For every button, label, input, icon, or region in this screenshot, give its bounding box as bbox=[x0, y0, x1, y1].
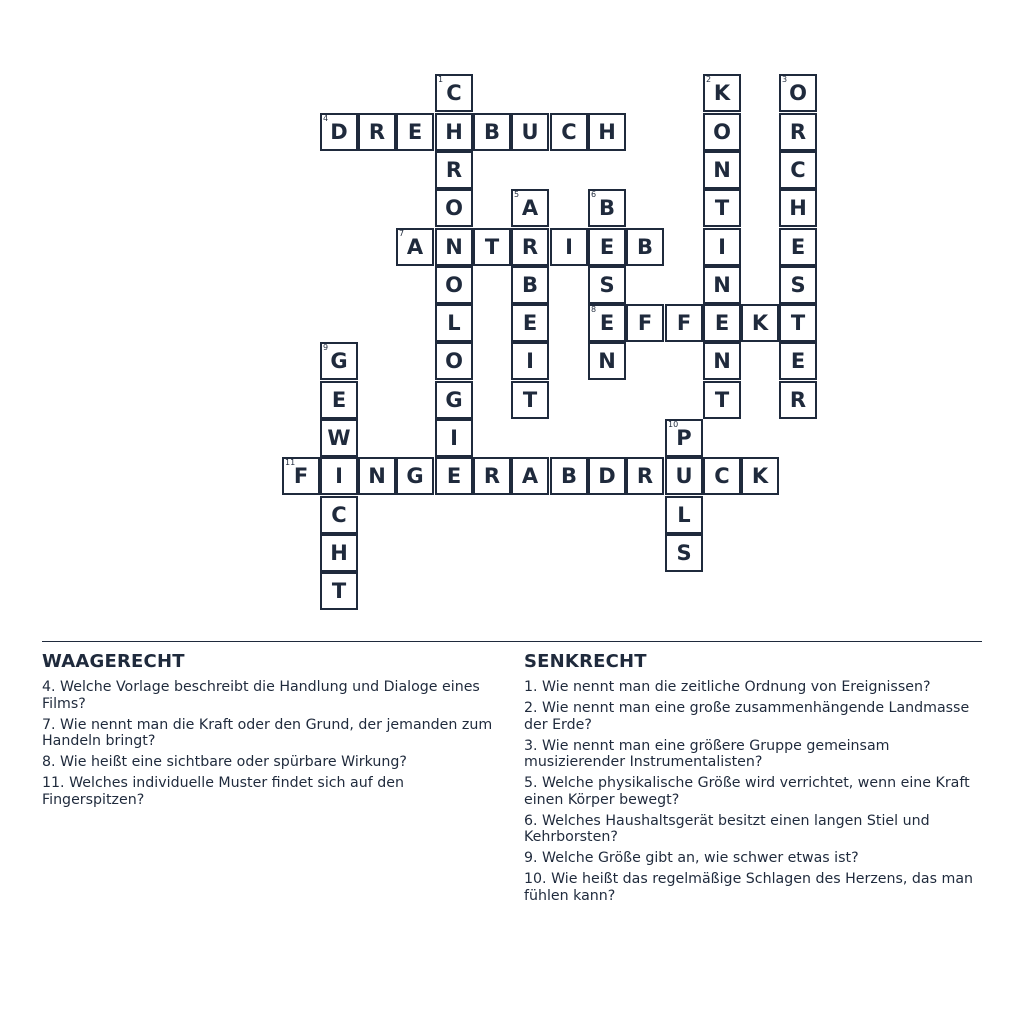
grid-cell[interactable] bbox=[779, 304, 817, 342]
cell-letter: H bbox=[445, 120, 463, 144]
grid-cell[interactable] bbox=[665, 419, 703, 457]
cell-letter: W bbox=[327, 426, 351, 450]
grid-cell[interactable] bbox=[779, 228, 817, 266]
cell-letter: C bbox=[561, 120, 577, 144]
clue-number: 7 bbox=[399, 229, 405, 238]
grid-cell[interactable] bbox=[703, 266, 741, 304]
grid-cell[interactable] bbox=[282, 457, 320, 495]
cell-letter: T bbox=[522, 388, 538, 412]
cell-letter: E bbox=[790, 349, 806, 373]
cell-letter: R bbox=[521, 235, 539, 259]
grid-cell[interactable] bbox=[588, 266, 626, 304]
grid-cell[interactable] bbox=[396, 113, 434, 151]
grid-cell[interactable] bbox=[511, 304, 549, 342]
cell-letter: N bbox=[445, 235, 463, 259]
cell-letter: T bbox=[790, 311, 806, 335]
grid-cell[interactable] bbox=[473, 228, 511, 266]
grid-cell[interactable] bbox=[435, 457, 473, 495]
grid-cell[interactable] bbox=[779, 189, 817, 227]
cell-letter: R bbox=[789, 388, 807, 412]
cell-letter: P bbox=[676, 426, 692, 450]
clue-across-8: 8. Wie heißt eine sichtbare oder spürbare Wirkung? bbox=[42, 754, 407, 770]
cell-letter: N bbox=[713, 158, 731, 182]
grid-cell[interactable] bbox=[320, 572, 358, 610]
cell-letter: C bbox=[446, 81, 462, 105]
grid-cell[interactable] bbox=[511, 228, 549, 266]
cell-letter: N bbox=[598, 349, 616, 373]
cell-letter: B bbox=[598, 196, 615, 220]
grid-cell[interactable] bbox=[588, 342, 626, 380]
grid-cell[interactable] bbox=[435, 342, 473, 380]
grid-cell[interactable] bbox=[550, 113, 588, 151]
grid-cell[interactable] bbox=[779, 342, 817, 380]
grid-cell[interactable] bbox=[779, 381, 817, 419]
grid-cell[interactable] bbox=[703, 457, 741, 495]
cell-letter: K bbox=[713, 81, 731, 105]
grid-cell[interactable] bbox=[665, 534, 703, 572]
grid-cell[interactable] bbox=[473, 457, 511, 495]
cell-letter: A bbox=[521, 196, 539, 220]
cell-letter: O bbox=[445, 196, 463, 220]
grid-cell[interactable] bbox=[588, 113, 626, 151]
cell-letter: S bbox=[599, 273, 615, 297]
grid-cell[interactable] bbox=[588, 189, 626, 227]
clue-across-11: 11. Welches individuelle Muster findet sich auf den Fingerspitzen? bbox=[42, 775, 404, 808]
grid-cell[interactable] bbox=[741, 457, 779, 495]
grid-cell[interactable] bbox=[703, 151, 741, 189]
cell-letter: D bbox=[330, 120, 348, 144]
cell-letter: R bbox=[368, 120, 386, 144]
grid-cell[interactable] bbox=[511, 189, 549, 227]
cell-letter: I bbox=[335, 464, 343, 488]
grid-cell[interactable] bbox=[779, 113, 817, 151]
cell-letter: K bbox=[751, 311, 769, 335]
grid-cell[interactable] bbox=[626, 304, 664, 342]
grid-cell[interactable] bbox=[550, 457, 588, 495]
across-title: WAAGERECHT bbox=[42, 651, 185, 672]
grid-cell[interactable] bbox=[665, 457, 703, 495]
cell-letter: T bbox=[484, 235, 500, 259]
grid-cell[interactable] bbox=[511, 113, 549, 151]
cell-letter: N bbox=[713, 273, 731, 297]
grid-cell[interactable] bbox=[320, 534, 358, 572]
grid-cell[interactable] bbox=[626, 228, 664, 266]
clue-number: 2 bbox=[706, 75, 712, 84]
cell-letter: B bbox=[483, 120, 500, 144]
cell-letter: H bbox=[789, 196, 807, 220]
clue-down-1: 1. Wie nennt man die zeitliche Ordnung von Ereignissen? bbox=[524, 679, 931, 695]
clue-number: 1 bbox=[438, 75, 444, 84]
cell-letter: H bbox=[330, 541, 348, 565]
cell-letter: C bbox=[331, 503, 347, 527]
cell-letter: F bbox=[637, 311, 653, 335]
grid-cell[interactable] bbox=[320, 381, 358, 419]
cell-letter: B bbox=[521, 273, 538, 297]
cell-letter: E bbox=[599, 311, 615, 335]
cell-letter: B bbox=[560, 464, 577, 488]
grid-cell[interactable] bbox=[435, 151, 473, 189]
clue-number: 8 bbox=[591, 305, 597, 314]
grid-cell[interactable] bbox=[703, 342, 741, 380]
grid-cell[interactable] bbox=[703, 113, 741, 151]
grid-cell[interactable] bbox=[320, 342, 358, 380]
grid-cell[interactable] bbox=[588, 304, 626, 342]
across-clues bbox=[42, 651, 502, 813]
cell-letter: I bbox=[526, 349, 534, 373]
cell-letter: E bbox=[790, 235, 806, 259]
clue-across-4: 4. Welche Vorlage beschreibt die Handlung und Dialoge eines Films? bbox=[42, 679, 480, 712]
cell-letter: A bbox=[521, 464, 539, 488]
grid-cell[interactable] bbox=[396, 228, 434, 266]
cell-letter: F bbox=[676, 311, 692, 335]
clue-down-3: 3. Wie nennt man eine größere Gruppe gemeinsam musizierender Instrumentalisten? bbox=[524, 737, 890, 770]
cell-letter: U bbox=[521, 120, 539, 144]
cell-letter: L bbox=[447, 311, 461, 335]
grid-cell[interactable] bbox=[779, 74, 817, 112]
cell-letter: K bbox=[751, 464, 769, 488]
grid-cell[interactable] bbox=[741, 304, 779, 342]
clue-across-7: 7. Wie nennt man die Kraft oder den Grund, der jemanden zum Handeln bringt? bbox=[42, 716, 493, 749]
grid-cell[interactable] bbox=[665, 304, 703, 342]
grid-cell[interactable] bbox=[435, 228, 473, 266]
cell-letter: O bbox=[445, 349, 463, 373]
cell-letter: R bbox=[445, 158, 463, 182]
grid-cell[interactable] bbox=[511, 381, 549, 419]
grid-cell[interactable] bbox=[588, 228, 626, 266]
grid-cell[interactable] bbox=[511, 457, 549, 495]
grid-cell[interactable] bbox=[435, 381, 473, 419]
down-title: SENKRECHT bbox=[524, 651, 647, 672]
clue-down-5: 5. Welche physikalische Größe wird verrichtet, wenn eine Kraft einen Körper bewegt? bbox=[524, 775, 970, 808]
clue-number: 9 bbox=[323, 343, 329, 352]
cell-letter: S bbox=[676, 541, 692, 565]
cell-letter: I bbox=[565, 235, 573, 259]
clue-down-9: 9. Welche Größe gibt an, wie schwer etwas ist? bbox=[524, 850, 859, 866]
grid-cell[interactable] bbox=[665, 496, 703, 534]
cell-letter: O bbox=[445, 273, 463, 297]
cell-letter: I bbox=[450, 426, 458, 450]
cell-letter: C bbox=[790, 158, 806, 182]
grid-cell[interactable] bbox=[358, 457, 396, 495]
grid-cell[interactable] bbox=[703, 189, 741, 227]
grid-cell[interactable] bbox=[779, 151, 817, 189]
cell-letter: O bbox=[789, 81, 807, 105]
grid-cell[interactable] bbox=[435, 266, 473, 304]
grid-cell[interactable] bbox=[473, 113, 511, 151]
grid-cell[interactable] bbox=[703, 304, 741, 342]
clue-down-10: 10. Wie heißt das regelmäßige Schlagen des Herzens, das man fühlen kann? bbox=[524, 871, 974, 904]
grid-cell[interactable] bbox=[511, 342, 549, 380]
clue-number: 11 bbox=[285, 458, 296, 467]
cell-letter: R bbox=[636, 464, 654, 488]
grid-cell[interactable] bbox=[550, 228, 588, 266]
grid-cell[interactable] bbox=[358, 113, 396, 151]
cell-letter: I bbox=[718, 235, 726, 259]
grid-cell[interactable] bbox=[626, 457, 664, 495]
down-clues bbox=[524, 651, 984, 909]
cell-letter: R bbox=[483, 464, 501, 488]
grid-cell[interactable] bbox=[396, 457, 434, 495]
cell-letter: F bbox=[293, 464, 309, 488]
cell-letter: B bbox=[636, 235, 653, 259]
clue-number: 4 bbox=[323, 114, 329, 123]
cell-letter: G bbox=[330, 349, 348, 373]
clue-number: 10 bbox=[668, 420, 679, 429]
grid-cell[interactable] bbox=[588, 457, 626, 495]
cell-letter: G bbox=[406, 464, 424, 488]
grid-cell[interactable] bbox=[320, 457, 358, 495]
cell-letter: E bbox=[714, 311, 730, 335]
grid-cell[interactable] bbox=[320, 419, 358, 457]
cell-letter: E bbox=[446, 464, 462, 488]
grid-cell[interactable] bbox=[703, 228, 741, 266]
grid-cell[interactable] bbox=[435, 74, 473, 112]
cell-letter: U bbox=[675, 464, 693, 488]
clue-number: 6 bbox=[591, 190, 597, 199]
cell-letter: E bbox=[599, 235, 615, 259]
grid-cell[interactable] bbox=[779, 266, 817, 304]
cell-letter: O bbox=[713, 120, 731, 144]
cell-letter: A bbox=[406, 235, 424, 259]
divider bbox=[42, 641, 982, 642]
cell-letter: T bbox=[714, 388, 730, 412]
grid-cell[interactable] bbox=[703, 74, 741, 112]
grid-cell[interactable] bbox=[435, 304, 473, 342]
cell-letter: E bbox=[407, 120, 423, 144]
cell-letter: H bbox=[598, 120, 616, 144]
cell-letter: L bbox=[677, 503, 691, 527]
grid-cell[interactable] bbox=[435, 189, 473, 227]
cell-letter: T bbox=[714, 196, 730, 220]
cell-letter: N bbox=[368, 464, 386, 488]
cell-letter: E bbox=[331, 388, 347, 412]
grid-cell[interactable] bbox=[320, 496, 358, 534]
cell-letter: R bbox=[789, 120, 807, 144]
cell-letter: C bbox=[714, 464, 730, 488]
clue-number: 3 bbox=[782, 75, 788, 84]
cell-letter: E bbox=[522, 311, 538, 335]
cell-letter: D bbox=[598, 464, 616, 488]
grid-cell[interactable] bbox=[703, 381, 741, 419]
cell-letter: S bbox=[790, 273, 806, 297]
cell-letter: T bbox=[331, 579, 347, 603]
grid-cell[interactable] bbox=[320, 113, 358, 151]
cell-letter: N bbox=[713, 349, 731, 373]
grid-cell[interactable] bbox=[435, 419, 473, 457]
clue-down-2: 2. Wie nennt man eine große zusammenhängende Landmasse der Erde? bbox=[524, 700, 970, 733]
clue-number: 5 bbox=[514, 190, 520, 199]
clue-down-6: 6. Welches Haushaltsgerät besitzt einen langen Stiel und Kehrborsten? bbox=[524, 812, 930, 845]
grid-cell[interactable] bbox=[511, 266, 549, 304]
grid-cell[interactable] bbox=[435, 113, 473, 151]
cell-letter: G bbox=[445, 388, 463, 412]
